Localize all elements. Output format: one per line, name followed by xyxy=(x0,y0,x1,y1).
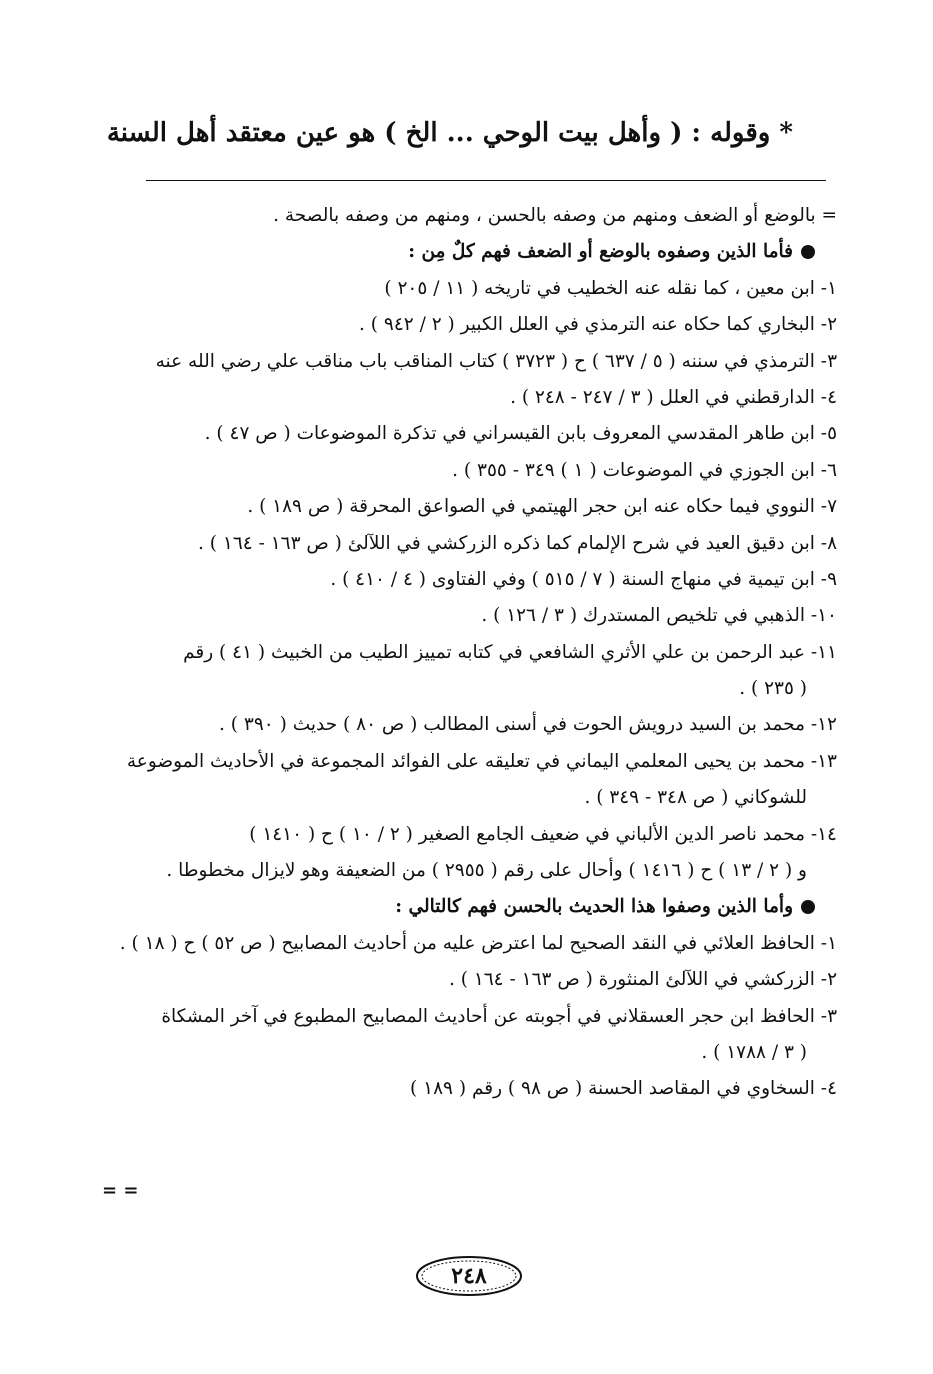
bullet-icon xyxy=(801,900,815,914)
line-text: ٨- ابن دقيق العيد في شرح الإلمام كما ذكره الزركشي في اللآلئ ( ص ١٦٣ - ١٦٤ ) . xyxy=(198,532,837,554)
list-item xyxy=(92,817,837,853)
header-divider xyxy=(146,180,826,181)
list-item xyxy=(92,744,837,780)
list-item-continuation xyxy=(92,1035,837,1071)
list-item xyxy=(92,1071,837,1107)
list-item xyxy=(92,562,837,598)
line-text: ( ٢٣٥ ) . xyxy=(739,678,807,700)
page-number: ٢٤٨ xyxy=(451,1263,487,1289)
section-subheading xyxy=(92,234,837,270)
line-text: ٤- الدارقطني في العلل ( ٣ / ٢٤٧ - ٢٤٨ ) . xyxy=(510,386,837,408)
line-text: ٣- الترمذي في سننه ( ٥ / ٦٣٧ ) ح ( ٣٧٢٣ ) كتاب المناقب باب مناقب علي رضي الله عنه xyxy=(155,350,837,372)
line-text: وأما الذين وصفوا هذا الحديث بالحسن فهم كالتالي : xyxy=(395,896,793,918)
list-item xyxy=(92,198,837,234)
line-text: ٦- ابن الجوزي في الموضوعات ( ١ ) ٣٤٩ - ٣٥٥ ) . xyxy=(452,459,837,481)
list-item xyxy=(92,489,837,525)
list-item xyxy=(92,453,837,489)
list-item xyxy=(92,598,837,634)
line-text: ( ٣ / ١٧٨٨ ) . xyxy=(701,1041,807,1063)
line-text: ١٠- الذهبي في تلخيص المستدرك ( ٣ / ١٢٦ ) . xyxy=(481,605,837,627)
list-item xyxy=(92,999,837,1035)
list-item-continuation xyxy=(92,780,837,816)
line-text: ٤- السخاوي في المقاصد الحسنة ( ص ٩٨ ) رقم ( ١٨٩ ) xyxy=(410,1078,837,1100)
continuation-mark: = = xyxy=(102,1180,139,1201)
footnote-body xyxy=(92,198,837,1108)
list-item xyxy=(92,271,837,307)
list-item xyxy=(92,635,837,671)
line-text: ١٣- محمد بن يحيى المعلمي اليماني في تعليقه على الفوائد المجموعة في الأحاديث الموضوعة xyxy=(126,750,837,772)
line-text: و ( ٢ / ١٣ ) ح ( ١٤١٦ ) وأحال على رقم ( ٢٩٥٥ ) من الضعيفة وهو لايزال مخطوطا . xyxy=(166,860,807,882)
list-item-continuation xyxy=(92,853,837,889)
section-subheading xyxy=(92,889,837,925)
line-text: للشوكاني ( ص ٣٤٨ - ٣٤٩ ) . xyxy=(584,787,807,809)
line-text: ١٢- محمد بن السيد درويش الحوت في أسنى المطالب ( ص ٨٠ ) حديث ( ٣٩٠ ) . xyxy=(219,714,837,736)
line-text: = بالوضع أو الضعف ومنهم من وصفه بالحسن ، ومنهم من وصفه بالصحة . xyxy=(273,205,837,226)
list-item xyxy=(92,344,837,380)
line-text: ٩- ابن تيمية في منهاج السنة ( ٧ / ٥١٥ ) وفي الفتاوى ( ٤ / ٤١٠ ) . xyxy=(330,568,837,590)
line-text: ١- ابن معين ، كما نقله عنه الخطيب في تاريخه ( ١١ / ٢٠٥ ) xyxy=(384,277,837,299)
list-item-continuation xyxy=(92,671,837,707)
line-text: ١- الحافظ العلائي في النقد الصحيح لما اعترض عليه من أحاديث المصابيح ( ص ٥٢ ) ح ( ١٨ ) . xyxy=(119,932,837,954)
line-text: ٢- الزركشي في اللآلئ المنثورة ( ص ١٦٣ - ١٦٤ ) . xyxy=(448,969,837,991)
line-text: ١١- عبد الرحمن بن علي الأثري الشافعي في كتابه تمييز الطيب من الخبيث ( ٤١ ) رقم xyxy=(183,641,837,663)
page-number-badge xyxy=(414,1254,524,1298)
list-item xyxy=(92,307,837,343)
line-text: ١٤- محمد ناصر الدين الألباني في ضعيف الجامع الصغير ( ٢ / ١٠ ) ح ( ١٤١٠ ) xyxy=(249,823,837,845)
list-item xyxy=(92,962,837,998)
line-text: ٢- البخاري كما حكاه عنه الترمذي في العلل الكبير ( ٢ / ٩٤٢ ) . xyxy=(359,314,837,336)
list-item xyxy=(92,416,837,452)
list-item xyxy=(92,380,837,416)
line-text: ٧- النووي فيما حكاه عنه ابن حجر الهيتمي في الصواعق المحرقة ( ص ١٨٩ ) . xyxy=(247,496,837,518)
line-text: ٣- الحافظ ابن حجر العسقلاني في أجوبته عن أحاديث المصابيح المطبوع في آخر المشكاة xyxy=(161,1005,837,1027)
list-item xyxy=(92,926,837,962)
section-heading: * وقوله : ( وأهل بيت الوحي ... الخ ) هو عين معتقد أهل السنة xyxy=(106,118,793,148)
bullet-icon xyxy=(801,245,815,259)
list-item xyxy=(92,526,837,562)
list-item xyxy=(92,707,837,743)
line-text: فأما الذين وصفوه بالوضع أو الضعف فهم كلٌ مِن : xyxy=(408,241,793,263)
line-text: ٥- ابن طاهر المقدسي المعروف بابن القيسراني في تذكرة الموضوعات ( ص ٤٧ ) . xyxy=(204,423,837,445)
